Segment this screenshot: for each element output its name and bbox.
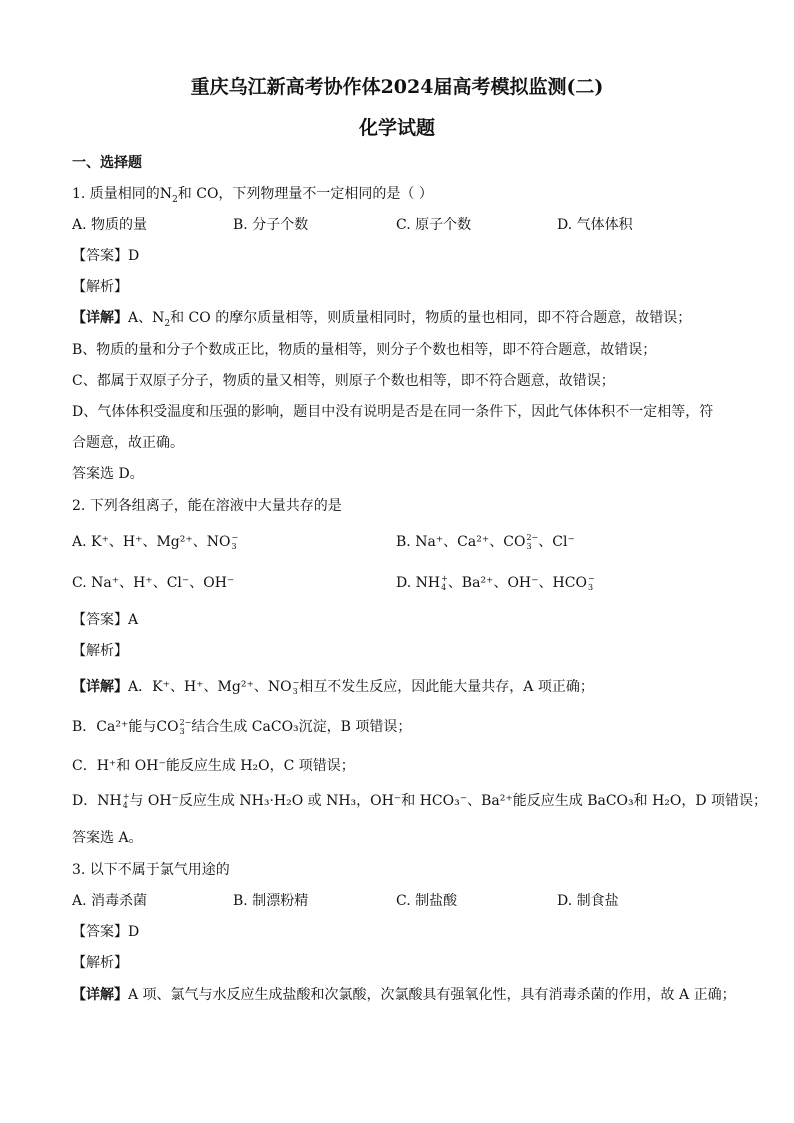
q3-answer: 【答案】D [72,924,140,940]
q2-detail-4: D．NH + 4 与 OH⁻反应生成 NH₃·H₂O 或 NH₃，OH⁻和 HCO₃⁻、Ba²⁺能反应生成 BaCO₃和 H₂O，D 项错误； [72,792,768,810]
q1-stem: 1. 质量相同的$N_2$和 CO，下列物理量不一定相同的是（ ） [72,186,433,205]
q2-option-c: C. Na⁺、H⁺、Cl⁻、OH⁻ [72,575,235,591]
q1-answer: 【答案】D [72,248,140,264]
q2-conclusion: 答案选 A。 [72,830,143,846]
q2-detail-2: B．Ca²⁺能与CO 2− 3 结合生成 CaCO₃沉淀，B 项错误； [72,718,412,736]
section-heading: 一、选择题 [72,155,142,171]
document-title: 重庆乌江新高考协作体2024届高考模拟监测(二) [190,76,604,98]
q3-analysis: 【解析】 [72,955,128,971]
q1-detail-4: D、气体体积受温度和压强的影响，题目中没有说明是否是在同一条件下，因此气体体积不一定相等，符 [72,404,714,420]
q3-detail-1: 【详解】A 项、氯气与水反应生成盐酸和次氯酸，次氯酸具有强氧化性，具有消毒杀菌的作用，故 A 正确； [72,987,736,1003]
q1-option-b: B. 分子个数 [233,217,309,233]
q1-conclusion: 答案选 D。 [72,466,144,482]
q2-analysis: 【解析】 [72,643,128,659]
q1-analysis: 【解析】 [72,279,128,295]
q2-option-a: A. K⁺、H⁺、Mg²⁺、NO − 3 [72,533,239,551]
q2-detail-3: C．H⁺和 OH⁻能反应生成 H₂O，C 项错误； [72,758,355,774]
q2-option-b: B. Na⁺、Ca²⁺、CO 2− 3 、Cl⁻ [396,533,575,551]
q3-option-b: B. 制漂粉精 [233,893,309,909]
q2-stem: 2. 下列各组离子，能在溶液中大量共存的是 [72,498,342,514]
q1-option-a: A. 物质的量 [72,217,148,233]
q1-detail-5: 合题意，故正确。 [72,435,184,451]
q1-option-c: C. 原子个数 [396,217,472,233]
q2-detail-1: 【详解】A．K⁺、H⁺、Mg²⁺、NO − 3 相互不发生反应，因此能大量共存，A 项正确； [72,678,594,696]
q3-stem: 3. 以下不属于氯气用途的 [72,862,230,878]
q3-option-c: C. 制盐酸 [396,893,458,909]
q1-option-d: D. 气体体积 [557,217,633,233]
q3-option-d: D. 制食盐 [557,893,619,909]
q1-detail-1: 【详解】A、$N_2$和 CO 的摩尔质量相等，则质量相同时，物质的量也相同，即不符合题意，故错误； [72,310,692,329]
q2-answer: 【答案】A [72,612,139,628]
q3-option-a: A. 消毒杀菌 [72,893,148,909]
document-subtitle: 化学试题 [358,117,435,139]
q2-option-d: D. NH + 4 、Ba²⁺、OH⁻、HCO − 3 [396,574,595,592]
q1-detail-3: C、都属于双原子分子，物质的量又相等，则原子个数也相等，即不符合题意，故错误； [72,373,615,389]
q1-detail-2: B、物质的量和分子个数成正比，物质的量相等，则分子个数也相等，即不符合题意，故错误； [72,342,657,358]
